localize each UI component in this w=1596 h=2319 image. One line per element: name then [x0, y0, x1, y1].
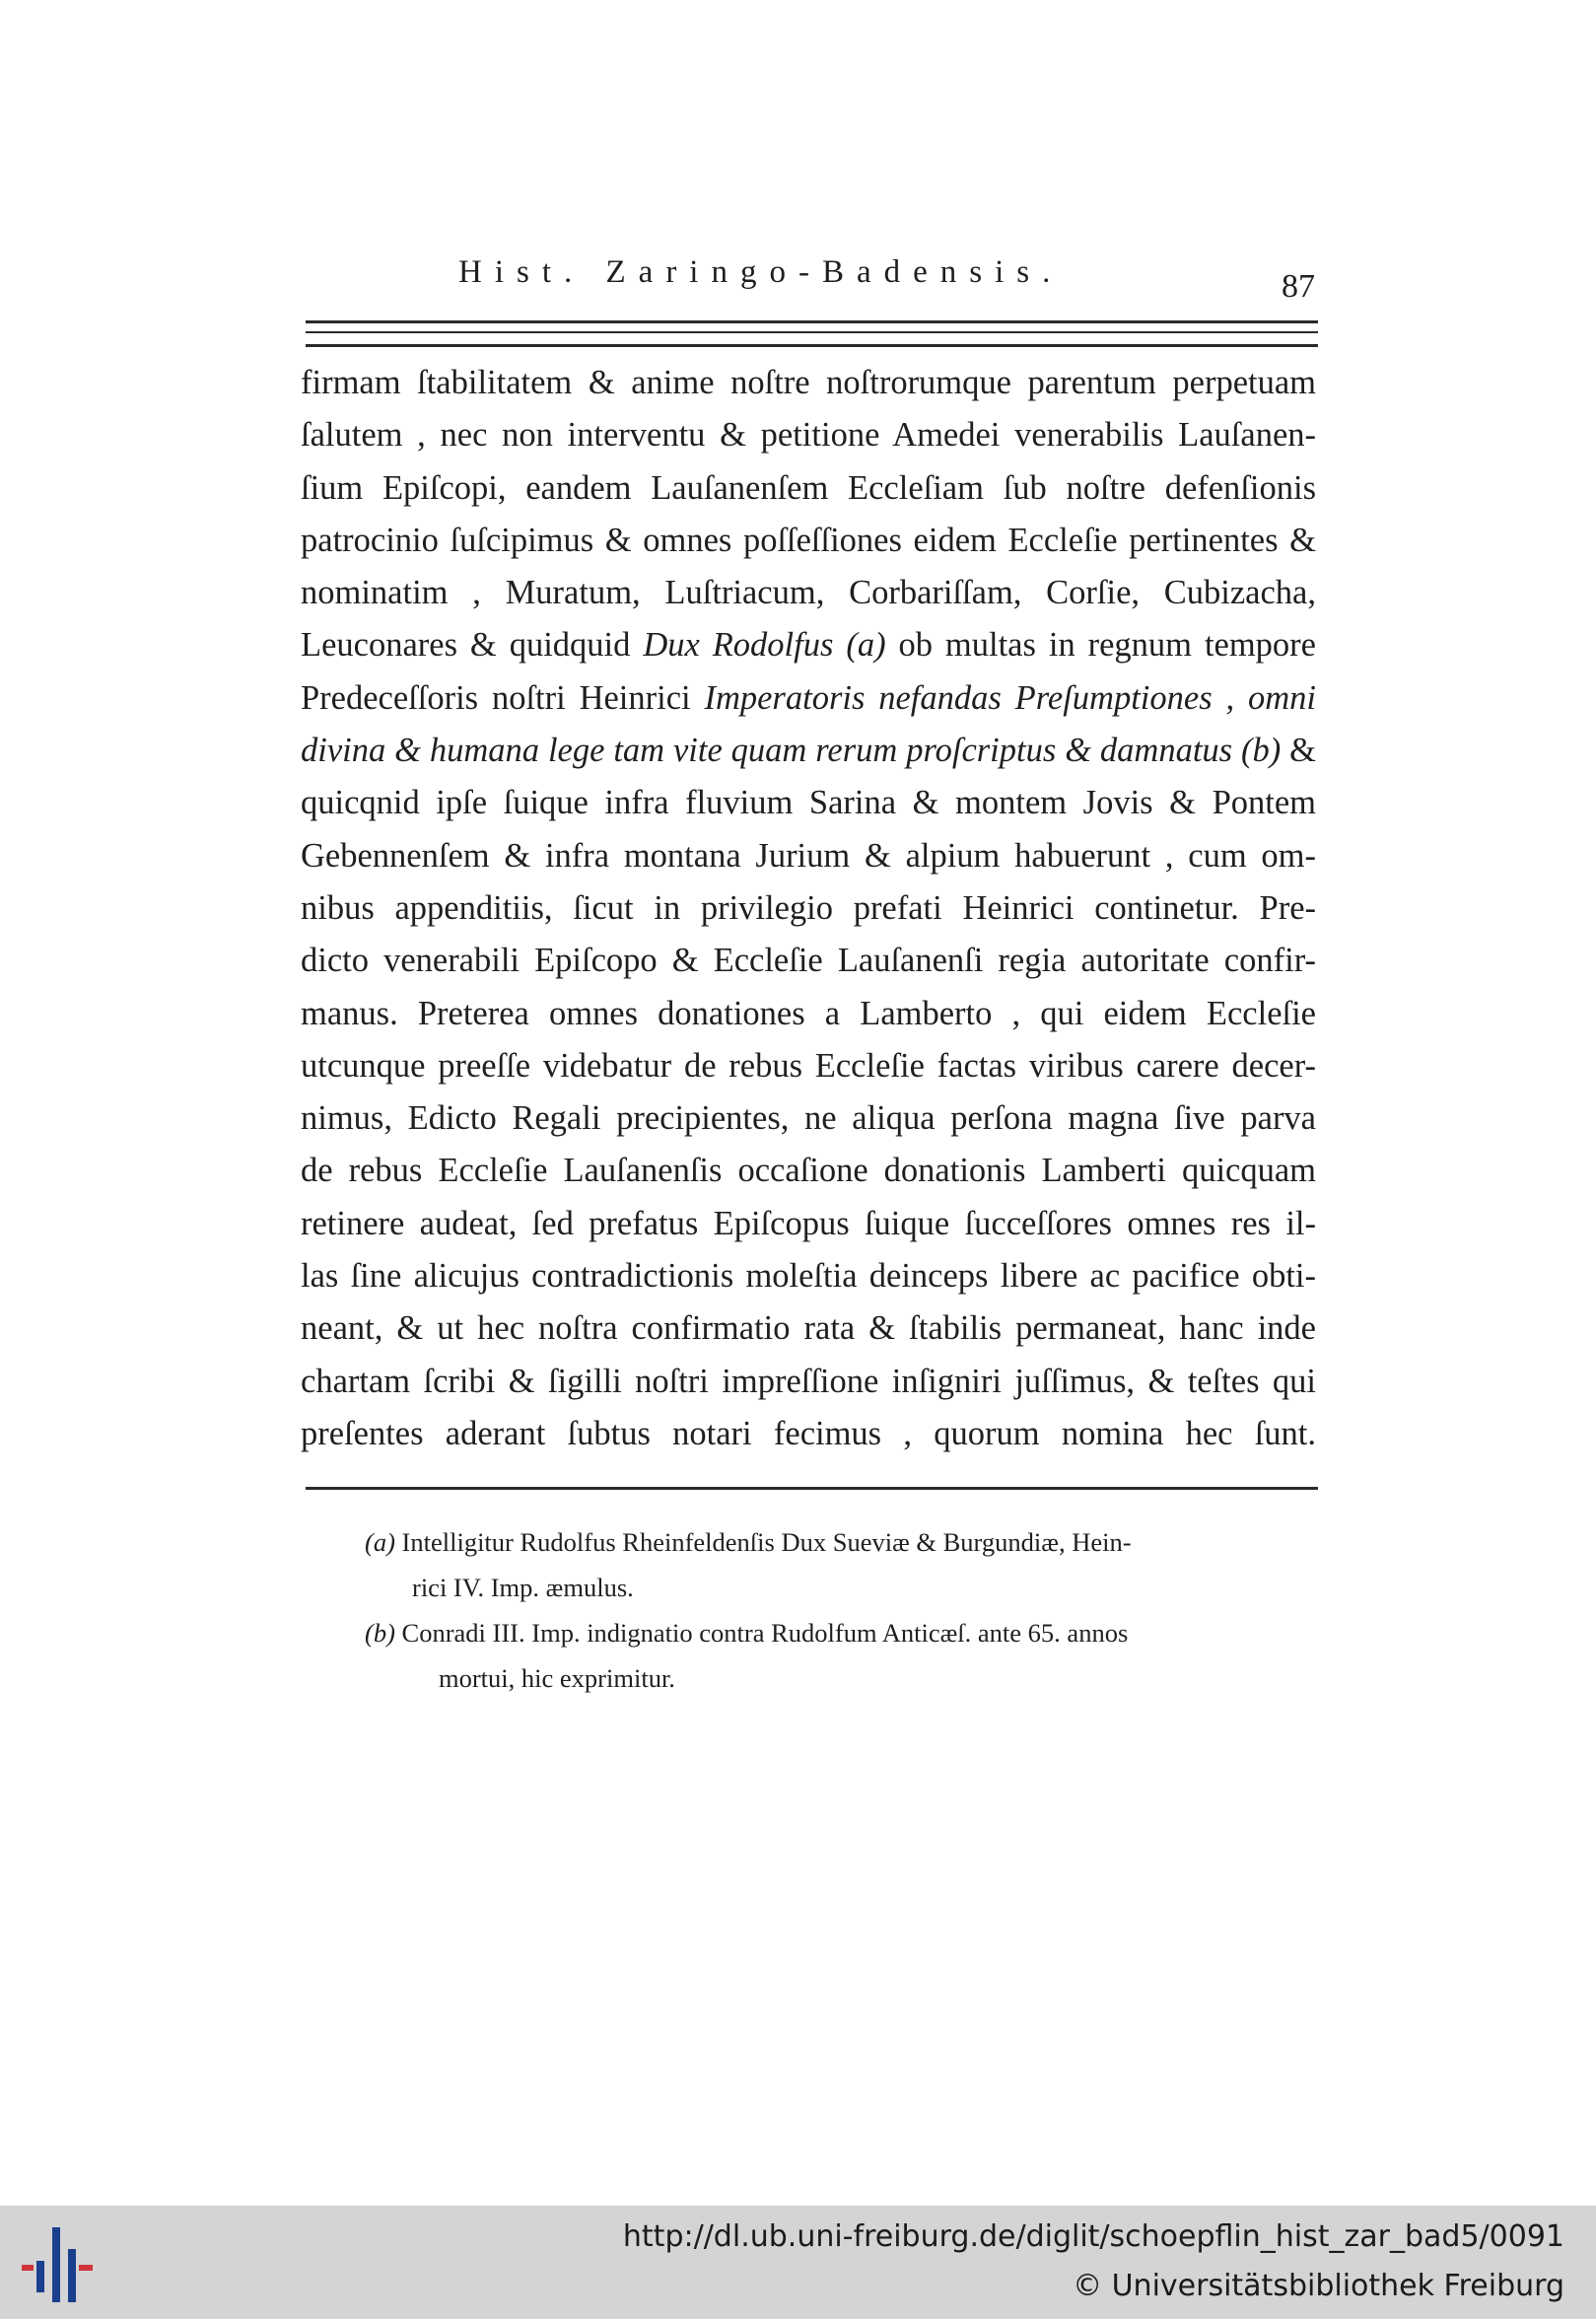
- text-line: patrocinio ſuſcipimus & omnes poſſeſſiones eidem Eccleſie pertinentes &: [301, 521, 1316, 559]
- text-line: quicqnid ipſe ſuique infra fluvium Sarina & montem Jovis & Pontem: [301, 784, 1316, 822]
- text-line: de rebus Eccleſie Lauſanenſis occaſione donationis Lamberti quicquam: [301, 1152, 1316, 1190]
- italic-phrase: Dux Rodolfus (a): [643, 626, 886, 665]
- italic-phrase: Imperatoris nefandas Preſumptiones , omni: [704, 678, 1316, 717]
- header-rule-middle: [306, 331, 1318, 333]
- source-url-link[interactable]: http://dl.ub.uni-freiburg.de/diglit/schoepflin_hist_zar_bad5/0091: [622, 2219, 1564, 2254]
- page-number: 87: [1282, 268, 1315, 305]
- footnote-text: Conradi III. Imp. indignatio contra Rudolfum Anticæſ. ante 65. annos: [401, 1618, 1129, 1648]
- text-line: utcunque preeſſe videbatur de rebus Eccleſie factas viribus carere decer-: [301, 1046, 1316, 1085]
- text-line: manus. Preterea omnes donationes a Lamberto , qui eidem Eccleſie: [301, 994, 1316, 1032]
- footnote-mark: (a): [365, 1527, 395, 1557]
- text-line: Leuconares & quidquid Dux Rodolfus (a) ob multas in regnum tempore: [301, 626, 1316, 665]
- text-line: las ſine alicujus contradictionis moleſtia deinceps libere ac pacifice obti-: [301, 1257, 1316, 1296]
- footnote-a: [365, 1519, 1313, 1565]
- text-line: firmam ſtabilitatem & anime noſtre noſtrorumque parentum perpetuam: [301, 364, 1316, 401]
- text-line: neant, & ut hec noſtra confirmatio rata & ſtabilis permaneat, hanc inde: [301, 1309, 1316, 1348]
- footnote-text: Intelligitur Rudolfus Rheinfeldenſis Dux Sueviæ & Burgundiæ, Hein-: [401, 1527, 1132, 1557]
- main-text: [301, 357, 1316, 1460]
- ub-freiburg-logo-icon: [20, 2225, 101, 2304]
- footnote-b-continuation: mortui, hic exprimitur.: [439, 1663, 675, 1693]
- header-rule-bottom: [306, 344, 1318, 347]
- text-line: nimus, Edicto Regali precipientes, ne aliqua perſona magna ſive parva: [301, 1099, 1316, 1138]
- text-line: retinere audeat, ſed prefatus Epiſcopus ſuique ſucceſſores omnes res il-: [301, 1204, 1316, 1242]
- text-line: divina & humana lege tam vite quam rerum proſcriptus & damnatus (b) &: [301, 732, 1316, 770]
- text-line: ſium Epiſcopi, eandem Lauſanenſem Eccleſiam ſub noſtre defenſionis: [301, 468, 1316, 507]
- italic-phrase: divina & humana lege tam vite quam rerum proſcriptus & damnatus (b): [301, 732, 1282, 770]
- footnote-a-continuation: rici IV. Imp. æmulus.: [412, 1573, 634, 1602]
- footnote-separator-rule: [306, 1487, 1318, 1490]
- footer-bar: [0, 2206, 1596, 2319]
- footnotes: [365, 1519, 1313, 1701]
- text-line: nominatim , Muratum, Luſtriacum, Corbariſſam, Corſie, Cubizacha,: [301, 574, 1316, 612]
- text-line: Predeceſſoris noſtri Heinrici Imperatoris nefandas Preſumptiones , omni: [301, 678, 1316, 717]
- text-line: Gebennenſem & infra montana Jurium & alpium habuerunt , cum om-: [301, 836, 1316, 875]
- text-line: ſalutem , nec non interventu & petitione Amedei venerabilis Lauſanen-: [301, 416, 1316, 455]
- text-line: preſentes aderant ſubtus notari fecimus , quorum nomina hec ſunt.: [301, 1414, 1316, 1452]
- text-line: chartam ſcribi & ſigilli noſtri impreſſione inſigniri juſſimus, & teſtes qui: [301, 1362, 1316, 1400]
- copyright-text: © Universitätsbibliothek Freiburg: [1073, 2269, 1564, 2303]
- footnote-mark: (b): [365, 1618, 395, 1648]
- text-line: dicto venerabili Epiſcopo & Eccleſie Lauſanenſi regia autoritate confir-: [301, 942, 1316, 980]
- header-rule-top: [306, 320, 1318, 323]
- text-line: nibus appenditiis, ſicut in privilegio prefati Heinrici continetur. Pre-: [301, 888, 1316, 927]
- running-title: Hist. Zaringo-Badensis.: [458, 254, 1064, 290]
- footnote-b: [365, 1610, 1313, 1655]
